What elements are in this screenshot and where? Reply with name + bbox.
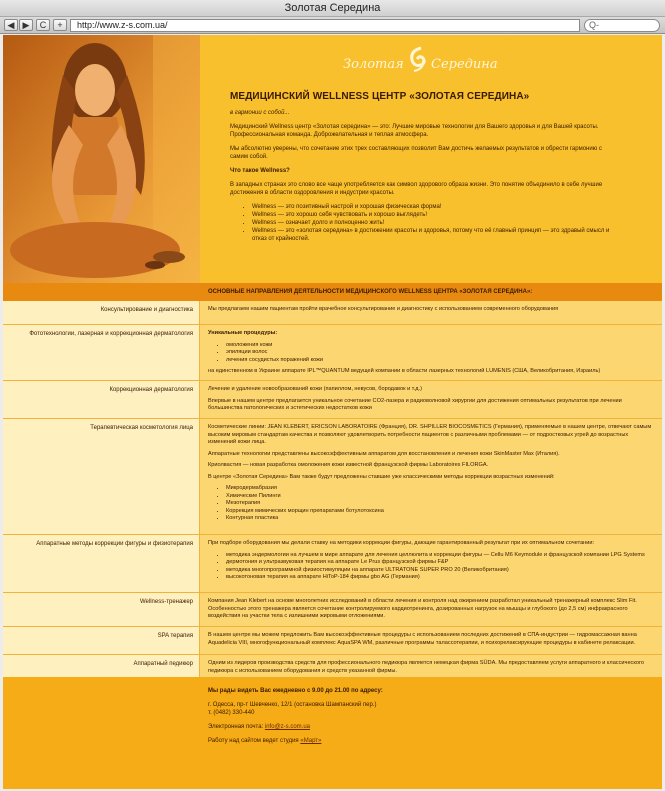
logo-word-left: Золотая (343, 57, 404, 72)
table-row (3, 627, 662, 655)
list-item: • Wellness — это хорошо себя чувствовать и хорошо выглядеть! (252, 211, 615, 219)
table-row (3, 325, 662, 381)
table-row (3, 381, 662, 419)
reload-button[interactable]: C (36, 19, 50, 31)
service-paragraph: В центре «Золотая Середина» Вам также будут предложены ставшие уже классическими методы коррекции возрастных изменений: (208, 473, 555, 480)
logo-swirl-icon (406, 45, 428, 75)
opening-hours: Мы рады видеть Вас ежедневно с 9.00 до 21.00 по адресу: (208, 688, 383, 694)
back-button[interactable]: ◀ (4, 19, 18, 31)
woman-illustration-icon (3, 35, 200, 283)
wellness-list (252, 203, 615, 243)
page-title: МЕДИЦИНСКИЙ WELLNESS ЦЕНТР «ЗОЛОТАЯ СЕРЕДИНА» (230, 91, 530, 102)
tagline: в гармонии с собой... (230, 110, 290, 116)
list-item: • Микродермабразия (226, 485, 653, 493)
list-item: • высокотоновая терапия на аппарате HiToP-184 фирмы gbo AG (Германия) (226, 574, 653, 582)
service-text (208, 593, 653, 625)
list-item: • Wellness — это позитивный настрой и хорошая физическая форма! (252, 203, 615, 211)
list-item: • дермотония и ультразвуковая терапия на аппарате Le Prus французской фирмы F&P (226, 559, 653, 567)
section-title: ОСНОВНЫЕ НАПРАВЛЕНИЯ ДЕЯТЕЛЬНОСТИ МЕДИЦИНСКОГО WELLNESS ЦЕНТРА «ЗОЛОТАЯ СЕРЕДИНА»: (208, 289, 533, 295)
list-item: • эпиляции волос (226, 349, 653, 357)
service-paragraph: Косметические линии: JEAN KLEBERT, ERICSON LABORATOIRE (Франция), DR. SHPILLER BIOCOSMETICS (Германия), применяемые в нашем центре, отвечают самым высоким мировым стандартам качества и позволяют удовлетворить потребности пациентов с различными проблемами — от подростковых угрей до возрастных изменений кожи лица. (208, 424, 652, 445)
email-link[interactable]: info@z-s.com.ua (264, 724, 310, 730)
table-row (3, 301, 662, 325)
address-bar[interactable] (70, 19, 580, 32)
search-icon: Q- (589, 20, 599, 30)
forward-button[interactable]: ▶ (19, 19, 33, 31)
table-row (3, 419, 662, 535)
window-titlebar (0, 0, 665, 17)
service-paragraph: Впервые в нашем центре предлагается уникальное сочетание CO2-лазера и радиоволновой хирургии для достижения оптимальных результатов при лечении большинства патологических и эстетических недостатков кожи (208, 397, 622, 411)
table-row (3, 535, 662, 593)
footer (3, 677, 662, 789)
list-item: • Контурная пластика (226, 515, 653, 523)
footer-content (208, 687, 638, 751)
list-item: • Химические Пилинги (226, 493, 653, 501)
service-label: Терапевтическая косметология лица (3, 419, 200, 534)
service-text (208, 325, 653, 380)
list-item: • Wellness — это «золотая середина» в достижении красоты и здоровья, потому что её главный принцип — это здравый смысл и отказ от крайностей. (252, 227, 615, 243)
service-intro: Уникальные процедуры: (208, 330, 278, 336)
list-item: • Wellness — означает долго и полноценно жить! (252, 219, 615, 227)
service-label: SPA терапия (3, 627, 200, 654)
service-label: Аппаратные методы коррекции фигуры и физиотерапия (3, 535, 200, 592)
service-label: Консультирование и диагностика (3, 301, 200, 324)
wellness-question: Что такое Wellness? (230, 168, 290, 174)
logo-word-right: Середина (431, 57, 498, 72)
address: г. Одесса, пр-т Шевченко, 12/1 (остановка Шампанский пер.) (208, 702, 377, 708)
service-paragraph: Одним из лидеров производства средств для профессионального педикюра является немецкая фирма SÜDA. Мы предоставляем услуги аппаратного и классического педикюра с использованием оборудования и средств указанной фирмы. (208, 660, 644, 674)
service-text (208, 419, 653, 527)
phone: т. (0482) 330-440 (208, 710, 255, 716)
yoga-woman-photo (3, 35, 200, 283)
list-item: • лечения сосудистых поражений кожи (226, 357, 653, 365)
service-paragraph: Аппаратные технологии представлены высокоэффективным аппаратом для восстановления и лечения кожи SkinMaster Max (Италия). (208, 450, 560, 457)
table-row (3, 655, 662, 677)
web-page (3, 35, 662, 789)
table-row (3, 593, 662, 627)
service-text (208, 627, 653, 651)
services-table (3, 301, 662, 677)
service-paragraph: В нашем центре мы можем предложить Вам высокоэффективные процедуры с использованием последних достижений в СПА-индустрии — гидромассажная ванна Aquadelicia VIII, многофункциональный комплекс AquaSPA WM, различные программы талассотерапии, и психорелаксирующие процедуры в кабинете релаксации. (208, 632, 637, 646)
intro-text (230, 109, 615, 243)
service-paragraph: Криолвастия — новая разработка омоложения кожи известной французской фирмы Laboratoires FILORGA. (208, 462, 489, 468)
service-label: Фототехнологии, лазерная и коррекционная дерматология (3, 325, 200, 380)
service-label: Аппаратный педикюр (3, 655, 200, 677)
browser-toolbar (0, 17, 665, 34)
service-label: Коррекционная дерматология (3, 381, 200, 418)
studio-link[interactable]: «Март» (300, 738, 322, 744)
add-bookmark-button[interactable]: + (53, 19, 67, 31)
intro-paragraph: Медицинский Wellness центр «Золотая середина» — это: Лучшие мировые технологии для Вашего здоровья и для Вашей красоты. Профессиональная команда. Доброжелательная и теплая атмосфера. (230, 124, 599, 138)
intro-paragraph: В западных странах это слово все чаще употребляется как символ здорового образа жизни. Это понятие объединило в себе лучшие достижения в области оздоровления и индустрии красоты. (230, 182, 603, 196)
url-text: http://www.z-s.com.ua/ (77, 20, 168, 30)
service-label: Wellness-тренажер (3, 593, 200, 626)
hero-section (3, 35, 662, 283)
list-item: • Мезотерапия (226, 500, 653, 508)
service-paragraph: Мы предлагаем нашим пациентам пройти врачебное консультирование и диагностику с использованием современного оборудования (208, 306, 559, 312)
service-text (208, 381, 653, 417)
service-paragraph: Компания Jean Klebert на основе многолетних исследований в области лечения и контроля над ожирением разработал уникальный тренажерный комплекс Slim Fit. Особенностью этого тренажера является сочетание контролируемого кардиотренинга, дозированных нагрузок на мышцы и глубокого (до 2,5 см) инфракрасного воздействия на участки тела с излишними жировыми отложениями. (208, 598, 637, 619)
service-paragraph: на единственном в Украине аппарате IPL™QUANTUM ведущей компании в области лазерных технологий LUMENIS (США, Великобритания, Израиль) (208, 368, 601, 374)
intro-paragraph: Мы абсолютно уверены, что сочетание этих трех составляющих позволит Вам достичь желаемых результатов и обрести гармонию с самим собой. (230, 146, 602, 160)
window-title: Золотая Середина (284, 2, 381, 14)
list-item: • методика эндермологии на лучшем в мире аппарате для лечения целлюлита и коррекции фигуры — Cellu M6 Keymodule и французской компании LPG Systems (226, 552, 653, 560)
service-paragraph: Лечение и удаление новообразований кожи (папиллом, невусов, бородавок и т.д.) (208, 386, 422, 392)
service-text (208, 535, 653, 586)
studio-text: Работу над сайтом ведет студия (208, 738, 299, 744)
service-paragraph: При подборе оборудования мы делали ставку на методики коррекции фигуры, дающие гарантированный результат при их оптимальном сочетании: (208, 540, 595, 546)
list-item: • Коррекция мимических морщин препаратами ботулотоксина (226, 508, 653, 516)
list-item: • методика многопрограммной физиостимуляции на аппарате ULTRATONE SUPER PRO 20 (Великобритания) (226, 567, 653, 575)
search-input[interactable] (584, 19, 660, 32)
list-item: • омоложения кожи (226, 342, 653, 350)
service-text (208, 301, 653, 318)
email-label: Электронная почта: (208, 724, 264, 730)
service-text (208, 655, 653, 679)
